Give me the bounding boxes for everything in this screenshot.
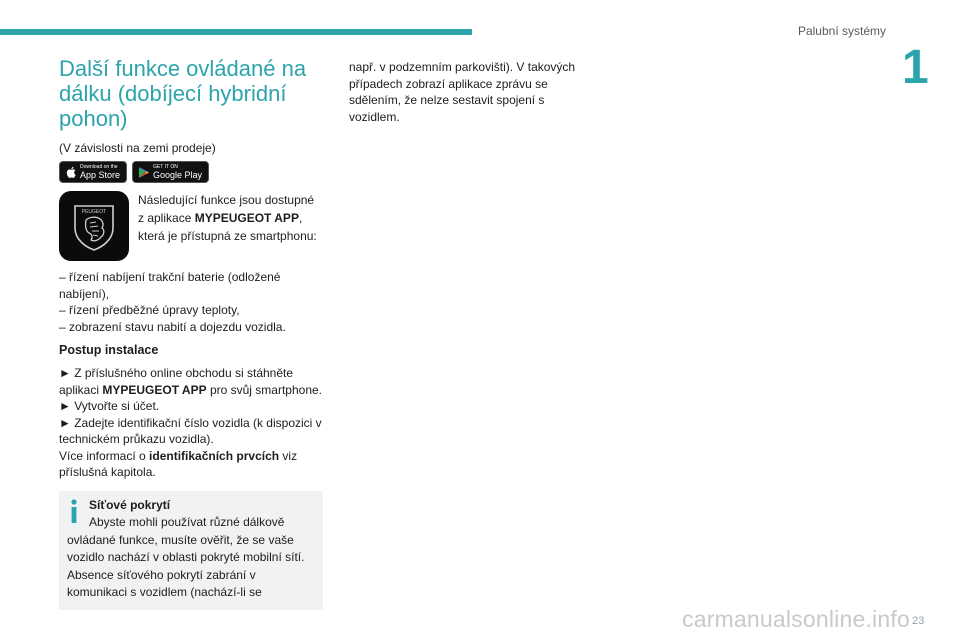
- info-note: [59, 491, 323, 610]
- watermark: carmanualsonline.info: [682, 606, 910, 632]
- peugeot-shield-logo: [72, 200, 116, 252]
- app-intro-text: Následující funkce jsou dostupné z aplikace MYPEUGEOT APP, která je přístupná ze smartphonu:: [138, 193, 317, 243]
- google-play-badge[interactable]: [132, 161, 209, 183]
- page-number: 23: [912, 615, 925, 627]
- title-line: pohon): [59, 106, 128, 131]
- badge-big-text: Google Play: [153, 170, 203, 180]
- title-line: Další funkce ovládané na: [59, 56, 307, 81]
- install-heading: Postup instalace: [59, 343, 159, 357]
- apple-icon: [66, 166, 76, 178]
- list-item: – řízení nabíjení trakční baterie (odložené nabíjení),: [59, 270, 281, 301]
- section-header: Palubní systémy: [797, 24, 886, 38]
- feature-list: [59, 269, 323, 335]
- app-name: MYPEUGEOT APP: [194, 211, 299, 225]
- more-info: Více informací o identifikačních prvcích viz příslušná kapitola.: [59, 448, 298, 479]
- list-item: – řízení předběžné úpravy teploty,: [59, 303, 240, 317]
- note-body: ovládané funkce, musíte ověřit, že se vaše vozidlo nachází v oblasti pokryté mobilní sítí. Absence síťového pokrytí zabrání v komunikaci s vozidlem (nachází-li se: [67, 532, 305, 599]
- badge-big-text: App Store: [80, 170, 121, 180]
- list-item: – zobrazení stavu nabití a dojezdu vozidla.: [59, 319, 286, 334]
- continued-text: např. v podzemním parkovišti). V takových případech zobrazí aplikace zprávu se sdělením, že nelze sestavit spojení s vozidlem.: [349, 60, 576, 124]
- chapter-number: 1: [902, 41, 929, 94]
- app-intro: [59, 191, 323, 261]
- logo-lettering: PEUGEOT: [81, 209, 107, 215]
- header-accent-bar: [0, 29, 472, 35]
- app-store-badge[interactable]: [59, 161, 127, 183]
- availability-note: (V závislosti na zemi prodeje): [59, 141, 216, 155]
- mypeugeot-app-icon: [59, 191, 129, 261]
- left-column: [59, 56, 323, 610]
- install-step: ► Z příslušného online obchodu si stáhněte aplikaci MYPEUGEOT APP pro svůj smartphone.: [59, 366, 322, 397]
- note-title: Síťové pokrytí: [89, 497, 171, 512]
- badge-small-text: GET IT ON: [153, 164, 178, 170]
- play-icon: [139, 167, 149, 178]
- badge-small-text: Download on the: [80, 164, 118, 170]
- note-first-line: Abyste mohli používat různé dálkově: [89, 515, 285, 529]
- page-title: [59, 56, 323, 131]
- install-step: ► Zadejte identifikační číslo vozidla (k dispozici v technickém průkazu vozidla).: [59, 415, 322, 446]
- right-column: [349, 59, 589, 125]
- title-line: dálku (dobíjecí hybridní: [59, 81, 287, 106]
- info-icon: [67, 499, 81, 523]
- store-badges: [59, 161, 323, 183]
- install-step: ► Vytvořte si účet.: [59, 399, 160, 413]
